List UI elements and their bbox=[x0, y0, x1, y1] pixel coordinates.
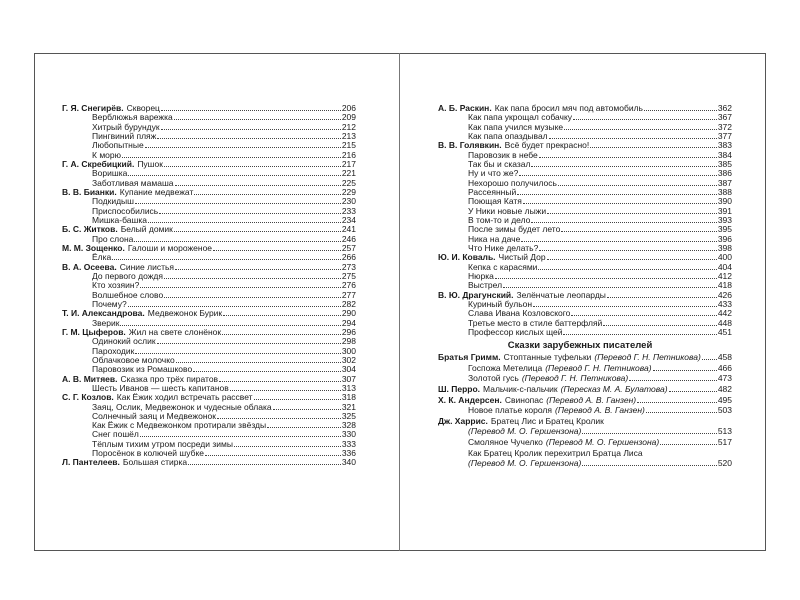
dot-leader bbox=[531, 222, 716, 223]
translator-note: (Перевод М. О. Гершензона) bbox=[468, 458, 582, 469]
author-name: А. Б. Раскин. bbox=[438, 103, 492, 113]
dot-leader bbox=[582, 465, 716, 466]
author-name: В. Ю. Драгунский. bbox=[438, 289, 514, 300]
dot-leader bbox=[669, 391, 717, 392]
entry-title: Купание медвежат bbox=[119, 186, 194, 197]
entry-title: У Ники новые лыжи bbox=[468, 205, 547, 216]
dot-leader bbox=[254, 399, 341, 400]
dot-leader bbox=[223, 315, 341, 316]
page-number: 246 bbox=[341, 233, 356, 244]
entry-title: Белый домик bbox=[120, 224, 173, 235]
dot-leader bbox=[563, 334, 716, 335]
entry-title: Хитрый бурундук bbox=[92, 121, 160, 132]
entry-title: Куриный бульон bbox=[468, 298, 533, 309]
author-name: Ш. Перро. bbox=[438, 383, 481, 394]
toc-entry bbox=[438, 328, 732, 337]
page-number: 400 bbox=[717, 252, 732, 263]
dot-leader bbox=[222, 334, 341, 335]
dot-leader bbox=[188, 464, 341, 465]
entry-title: Ника на даче bbox=[468, 233, 521, 244]
dot-leader bbox=[135, 353, 340, 354]
dot-leader bbox=[517, 194, 717, 195]
dot-leader bbox=[653, 370, 717, 371]
translator-note: (Перевод А. В. Ганзен) bbox=[546, 394, 637, 405]
dot-leader bbox=[558, 185, 717, 186]
dot-leader bbox=[547, 213, 717, 214]
entry-title: Воришка bbox=[92, 168, 128, 179]
entry-title: Нехорошо получилось bbox=[468, 177, 557, 188]
dot-leader bbox=[135, 203, 341, 204]
toc-entry bbox=[62, 458, 356, 467]
entry-title: Ёлка bbox=[92, 252, 112, 263]
page-number: 229 bbox=[341, 186, 356, 197]
entry-title: Любопытные bbox=[92, 140, 144, 151]
page-number: 377 bbox=[717, 130, 732, 141]
page-number: 412 bbox=[717, 270, 732, 281]
page-number: 418 bbox=[717, 280, 732, 291]
dot-leader bbox=[128, 306, 341, 307]
dot-leader bbox=[523, 203, 717, 204]
entry-title: Смоляное Чучелко bbox=[468, 436, 543, 447]
dot-leader bbox=[193, 371, 341, 372]
dot-leader bbox=[157, 138, 340, 139]
entry-title: Братец Лис и Братец Кролик bbox=[490, 415, 604, 426]
page-number: 333 bbox=[341, 438, 356, 449]
page-number: 383 bbox=[717, 140, 732, 151]
entry-title: Заяц, Ослик, Медвежонок и чудесные облака bbox=[92, 401, 272, 412]
dot-leader bbox=[164, 278, 341, 279]
dot-leader bbox=[646, 412, 717, 413]
entry-title: Облачковое молочко bbox=[92, 354, 175, 365]
entry-title: Как папа опаздывал bbox=[468, 130, 548, 141]
page-number: 241 bbox=[341, 224, 356, 235]
entry-title: Рассеянный bbox=[468, 186, 517, 197]
page-number: 390 bbox=[717, 196, 732, 207]
dot-leader bbox=[561, 231, 716, 232]
entry-title: Паровозик в небе bbox=[468, 149, 538, 160]
dot-leader bbox=[702, 359, 717, 360]
entry-title: Синие листья bbox=[119, 261, 175, 272]
entry-title: Пароходик bbox=[92, 345, 135, 356]
entry-title: Поющая Катя bbox=[468, 196, 522, 207]
entry-title: Профессор кислых щей bbox=[468, 326, 563, 337]
entry-title: Мальчик-с-пальчик bbox=[483, 383, 558, 394]
page-number: 217 bbox=[341, 158, 356, 169]
dot-leader bbox=[230, 390, 341, 391]
page-number: 307 bbox=[341, 373, 356, 384]
dot-leader bbox=[531, 166, 716, 167]
dot-leader bbox=[629, 380, 717, 381]
dot-leader bbox=[145, 147, 341, 148]
dot-leader bbox=[564, 129, 717, 130]
author-name: В. В. Голявкин. bbox=[438, 140, 502, 151]
page-number: 225 bbox=[341, 177, 356, 188]
page-number: 398 bbox=[717, 242, 732, 253]
entry-title: Как папа учился музыке bbox=[468, 121, 564, 132]
dot-leader bbox=[521, 241, 716, 242]
entry-title: После зимы будет лето bbox=[468, 224, 561, 235]
page-number: 362 bbox=[717, 103, 732, 113]
dot-leader bbox=[140, 287, 341, 288]
page-number: 302 bbox=[341, 354, 356, 365]
dot-leader bbox=[582, 433, 716, 434]
page-number: 209 bbox=[341, 112, 356, 123]
entry-title: Волшебное слово bbox=[92, 289, 164, 300]
author-name: Ю. И. Коваль. bbox=[438, 252, 496, 263]
dot-leader bbox=[174, 119, 341, 120]
page-number: 213 bbox=[341, 130, 356, 141]
toc-left-column bbox=[62, 104, 356, 468]
entry-title: Золотой гусь bbox=[468, 373, 519, 384]
translator-note: (Перевод А. В. Ганзен) bbox=[555, 405, 645, 416]
page-number: 325 bbox=[341, 410, 356, 421]
page-number: 520 bbox=[717, 458, 732, 469]
page-number: 387 bbox=[717, 177, 732, 188]
author-name: Т. И. Александрова. bbox=[62, 308, 145, 319]
entry-title: Новое платье короля bbox=[468, 405, 552, 416]
entry-title: Шесть Иванов — шесть капитанов bbox=[92, 382, 229, 393]
translator-note: (Перевод М. О. Гершензона) bbox=[545, 436, 660, 447]
entry-title: Пингвиний пляж bbox=[92, 130, 157, 141]
dot-leader bbox=[120, 325, 340, 326]
dot-leader bbox=[164, 297, 341, 298]
entry-title: Заботливая мамаша bbox=[92, 177, 174, 188]
entry-title: В том-то и дело bbox=[468, 214, 531, 225]
entry-title: До первого дождя bbox=[92, 270, 163, 281]
entry-title: Поросёнок в колючей шубке bbox=[92, 448, 204, 459]
page-gutter bbox=[399, 53, 400, 551]
author-name: А. В. Митяев. bbox=[62, 373, 118, 384]
page-number: 221 bbox=[341, 168, 356, 179]
page-number: 294 bbox=[341, 317, 356, 328]
dot-leader bbox=[205, 455, 341, 456]
entry-title: Госпожа Метелица bbox=[468, 362, 543, 373]
translator-note: (Перевод Г. Н. Петникова) bbox=[521, 373, 629, 384]
dot-leader bbox=[174, 231, 341, 232]
page-number: 212 bbox=[341, 121, 356, 132]
dot-leader bbox=[213, 250, 341, 251]
dot-leader bbox=[590, 147, 717, 148]
dot-leader bbox=[549, 138, 717, 139]
entry-title: Одинокий ослик bbox=[92, 336, 156, 347]
page-number: 391 bbox=[717, 205, 732, 216]
page-number: 216 bbox=[341, 149, 356, 160]
page-number: 388 bbox=[717, 186, 732, 197]
entry-title: Зверик bbox=[92, 317, 120, 328]
dot-leader bbox=[161, 110, 341, 111]
dot-leader bbox=[273, 409, 341, 410]
page-number: 466 bbox=[717, 362, 732, 373]
translator-note: (Перевод М. О. Гершензона) bbox=[468, 426, 582, 437]
entry-title: Солнечный заяц и Медвежонок bbox=[92, 410, 216, 421]
page-number: 384 bbox=[717, 149, 732, 160]
page-number: 257 bbox=[341, 242, 356, 253]
entry-title: Подкидыш bbox=[92, 196, 134, 207]
entry-title: Мишка-башка bbox=[92, 214, 147, 225]
page-number: 451 bbox=[717, 326, 732, 337]
entry-title: Паровозик из Ромашково bbox=[92, 364, 193, 375]
dot-leader bbox=[219, 381, 341, 382]
translator-note: (Перевод Г. Н. Петникова) bbox=[545, 362, 652, 373]
dot-leader bbox=[503, 287, 717, 288]
entry-title: Слава Ивана Козловского bbox=[468, 308, 571, 319]
dot-leader bbox=[533, 306, 717, 307]
author-name: Х. К. Андерсен. bbox=[438, 394, 502, 405]
page-number: 215 bbox=[341, 140, 356, 151]
entry-title: Пушок bbox=[137, 158, 163, 169]
page-number: 318 bbox=[341, 392, 356, 403]
dot-leader bbox=[140, 436, 341, 437]
page-number: 300 bbox=[341, 345, 356, 356]
page-number: 298 bbox=[341, 336, 356, 347]
page-number: 328 bbox=[341, 420, 356, 431]
entry-title: Третье место в стиле баттерфляй bbox=[468, 317, 603, 328]
dot-leader bbox=[571, 315, 716, 316]
page-number: 304 bbox=[341, 364, 356, 375]
page-number: 296 bbox=[341, 326, 356, 337]
page-number: 396 bbox=[717, 233, 732, 244]
entry-title: Почему? bbox=[92, 298, 127, 309]
dot-leader bbox=[148, 222, 341, 223]
entry-title: Как Ёжик ходил встречать рассвет bbox=[116, 392, 253, 403]
author-name: В. А. Осеева. bbox=[62, 261, 117, 272]
page-number: 277 bbox=[341, 289, 356, 300]
page-number: 473 bbox=[717, 373, 732, 384]
dot-leader bbox=[175, 185, 341, 186]
dot-leader bbox=[176, 362, 341, 363]
page-number: 230 bbox=[341, 196, 356, 207]
page-number: 233 bbox=[341, 205, 356, 216]
dot-leader bbox=[573, 119, 717, 120]
page-number: 385 bbox=[717, 158, 732, 169]
entry-title: Галоши и мороженое bbox=[127, 242, 213, 253]
page-number: 395 bbox=[717, 224, 732, 235]
page-number: 313 bbox=[341, 382, 356, 393]
page-number: 367 bbox=[717, 112, 732, 123]
entry-title: Стоптанные туфельки bbox=[503, 352, 592, 363]
author-name: В. В. Бианки. bbox=[62, 186, 117, 197]
dot-leader bbox=[519, 175, 716, 176]
dot-leader bbox=[644, 110, 717, 111]
author-name: Г. Я. Снегирёв. bbox=[62, 103, 124, 113]
page-number: 290 bbox=[341, 308, 356, 319]
entry-title: Тёплым тихим утром посреди зимы bbox=[92, 438, 233, 449]
page-number: 321 bbox=[341, 401, 356, 412]
page-number: 426 bbox=[717, 289, 732, 300]
entry-title: К морю bbox=[92, 149, 121, 160]
dot-leader bbox=[112, 259, 341, 260]
entry-title: Как папа бросил мяч под автомобиль bbox=[494, 103, 643, 113]
page-number: 393 bbox=[717, 214, 732, 225]
page-number: 433 bbox=[717, 298, 732, 309]
page-number: 276 bbox=[341, 280, 356, 291]
dot-leader bbox=[539, 157, 717, 158]
entry-title: Приспособились bbox=[92, 205, 159, 216]
page-number: 482 bbox=[717, 383, 732, 394]
entry-title: Как Ёжик с Медвежонком протирали звёзды bbox=[92, 420, 267, 431]
entry-title: Ну и что же? bbox=[468, 168, 519, 179]
page-number: 330 bbox=[341, 429, 356, 440]
entry-title: Про слона bbox=[92, 233, 134, 244]
entry-title: Скворец bbox=[126, 103, 160, 113]
page-number: 404 bbox=[717, 261, 732, 272]
dot-leader bbox=[157, 343, 341, 344]
entry-title: Большая стирка bbox=[122, 457, 188, 468]
entry-title: Кто хозяин? bbox=[92, 280, 140, 291]
toc-entry bbox=[438, 438, 732, 449]
entry-title: Жил на свете слонёнок bbox=[128, 326, 222, 337]
page-number: 495 bbox=[717, 394, 732, 405]
dot-leader bbox=[134, 241, 340, 242]
toc-entry bbox=[438, 385, 732, 396]
dot-leader bbox=[122, 157, 341, 158]
entry-title: Чистый Дор bbox=[498, 252, 546, 263]
entry-title: Кепка с карасями bbox=[468, 261, 538, 272]
dot-leader bbox=[538, 269, 716, 270]
dot-leader bbox=[267, 427, 341, 428]
author-name: Братья Гримм. bbox=[438, 352, 501, 363]
author-name: С. Г. Козлов. bbox=[62, 392, 114, 403]
page-number: 458 bbox=[717, 352, 732, 363]
dot-leader bbox=[660, 444, 717, 445]
page-number: 448 bbox=[717, 317, 732, 328]
entry-title: Нюрка bbox=[468, 270, 494, 281]
translator-note: (Перевод Г. Н. Петникова) bbox=[594, 352, 701, 363]
author-name: Л. Пантелеев. bbox=[62, 457, 120, 468]
entry-title: Всё будет прекрасно! bbox=[504, 140, 590, 151]
page-number: 266 bbox=[341, 252, 356, 263]
dot-leader bbox=[164, 166, 341, 167]
author-name: Б. С. Житков. bbox=[62, 224, 118, 235]
page-number: 282 bbox=[341, 298, 356, 309]
page-number: 275 bbox=[341, 270, 356, 281]
entry-title: Снег пошёл bbox=[92, 429, 139, 440]
page-number: 206 bbox=[341, 103, 356, 113]
entry-title: Выстрел bbox=[468, 280, 503, 291]
translator-note: (Пересказ М. А. Булатова) bbox=[560, 383, 668, 394]
author-name: Дж. Харрис. bbox=[438, 415, 488, 426]
dot-leader bbox=[175, 269, 341, 270]
entry-title: Как папа укрощал собачку bbox=[468, 112, 573, 123]
dot-leader bbox=[495, 278, 717, 279]
section-title: Сказки зарубежных писателей bbox=[507, 340, 653, 352]
dot-leader bbox=[547, 259, 717, 260]
dot-leader bbox=[539, 250, 717, 251]
page-number: 340 bbox=[341, 457, 356, 468]
entry-title: Верблюжья варежка bbox=[92, 112, 173, 123]
toc-entry bbox=[438, 459, 732, 470]
entry-title: Что Нике делать? bbox=[468, 242, 539, 253]
page-number: 234 bbox=[341, 214, 356, 225]
page-number: 513 bbox=[717, 426, 732, 437]
dot-leader bbox=[128, 175, 340, 176]
page-number: 386 bbox=[717, 168, 732, 179]
dot-leader bbox=[159, 213, 341, 214]
dot-leader bbox=[637, 402, 717, 403]
entry-title: Зелёнчатые леопарды bbox=[516, 289, 606, 300]
dot-leader bbox=[161, 129, 341, 130]
page-number: 273 bbox=[341, 261, 356, 272]
entry-title: Свинопас bbox=[504, 394, 544, 405]
author-name: М. М. Зощенко. bbox=[62, 242, 125, 253]
entry-title: Сказка про трёх пиратов bbox=[120, 373, 219, 384]
dot-leader bbox=[194, 194, 340, 195]
page-number: 503 bbox=[717, 405, 732, 416]
dot-leader bbox=[603, 325, 717, 326]
toc-right-column bbox=[438, 104, 732, 470]
dot-leader bbox=[217, 418, 341, 419]
entry-title: Медвежонок Бурик bbox=[147, 308, 223, 319]
author-name: Г. М. Цыферов. bbox=[62, 326, 126, 337]
dot-leader bbox=[234, 446, 341, 447]
dot-leader bbox=[607, 297, 717, 298]
page-number: 336 bbox=[341, 448, 356, 459]
entry-title: Как Братец Кролик перехитрил Братца Лиса bbox=[468, 447, 643, 458]
page-number: 442 bbox=[717, 308, 732, 319]
page-number: 517 bbox=[717, 436, 732, 447]
entry-title: Так бы и сказал bbox=[468, 158, 531, 169]
page-number: 372 bbox=[717, 121, 732, 132]
author-name: Г. А. Скребицкий. bbox=[62, 158, 135, 169]
